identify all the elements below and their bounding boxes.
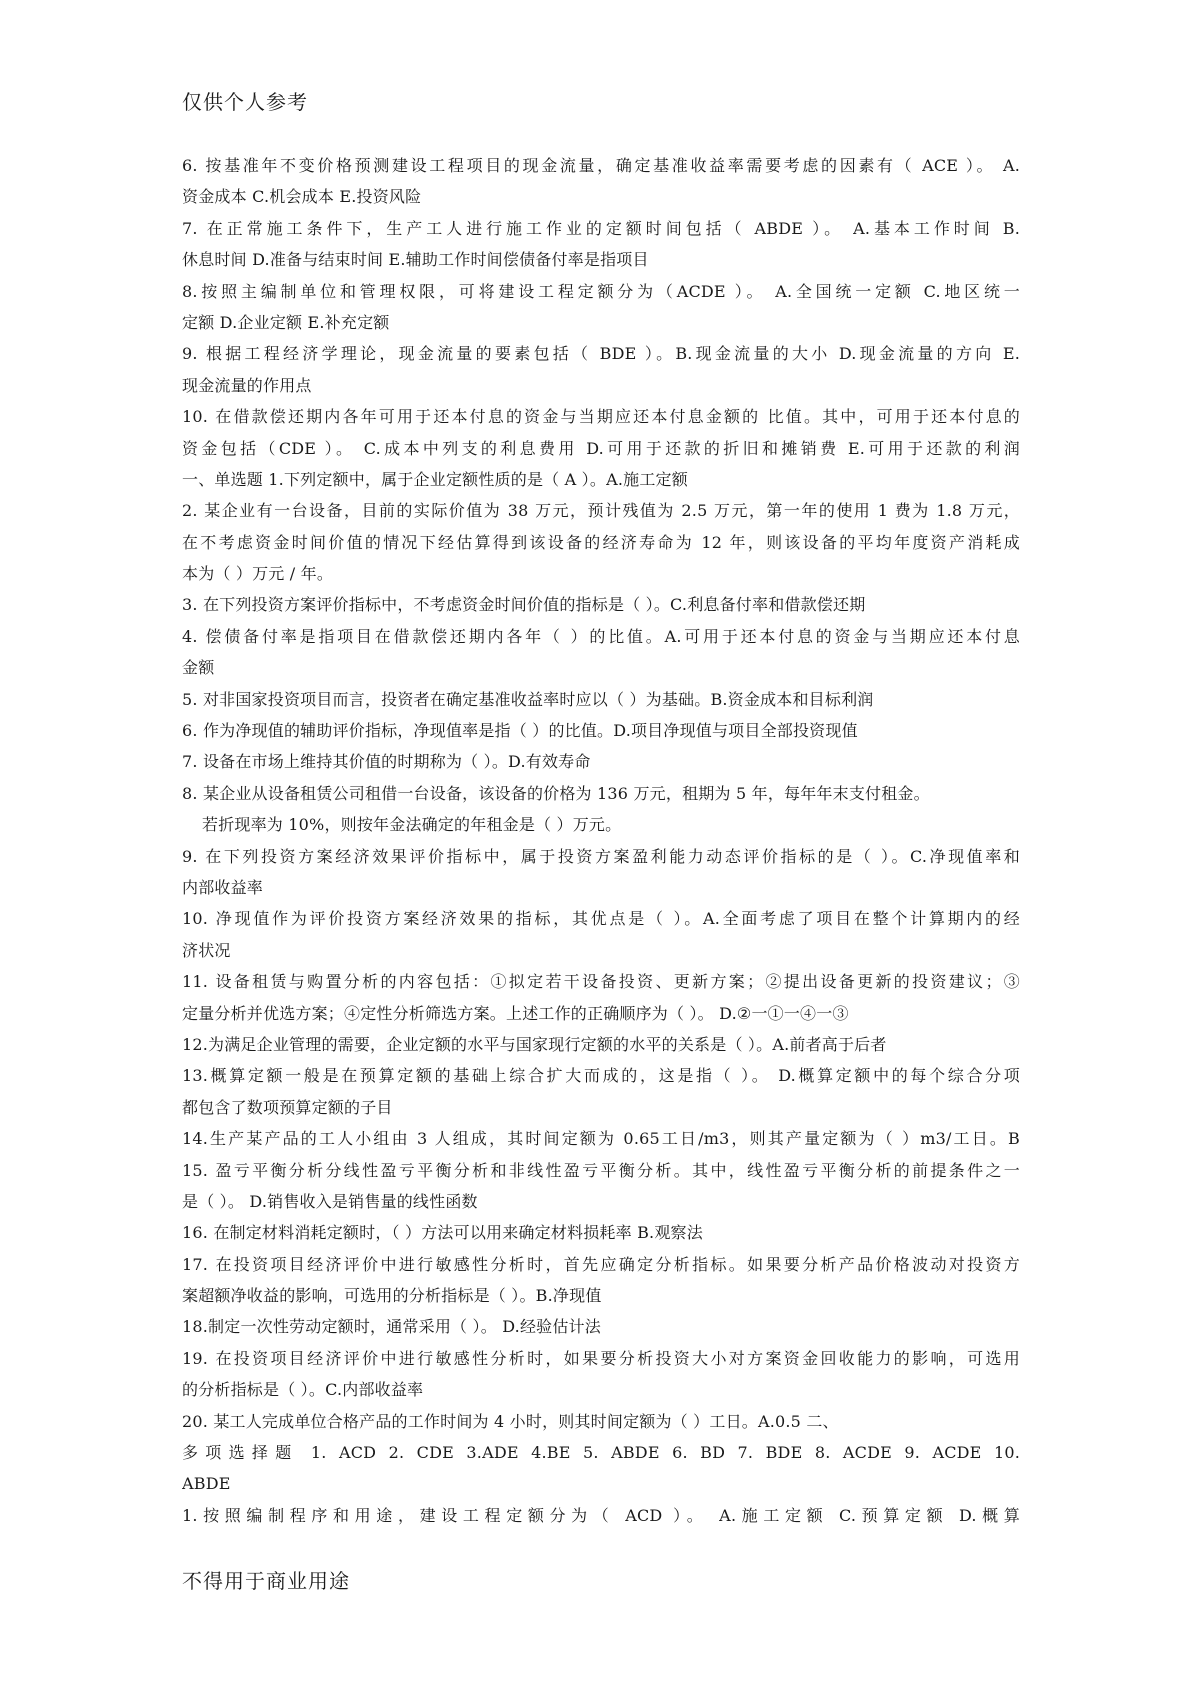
text-line: 内部收益率 xyxy=(182,877,264,897)
text-line: 3. 在下列投资方案评价指标中，不考虑资金时间价值的指标是（ ）。C.利息备付率和借款偿还期 xyxy=(182,595,866,615)
text-line: 6. 按基准年不变价格预测建设工程项目的现金流量，确定基准收益率需要考虑的因素有（ ACE ）。 A. xyxy=(182,156,1020,175)
text-line: 17. 在投资项目经济评价中进行敏感性分析时，首先应确定分析指标。如果要分析产品价格波动对投资方 xyxy=(182,1254,1020,1274)
text-line: 本为（ ）万元 / 年。 xyxy=(182,564,334,584)
text-line: 休息时间 D.准备与结束时间 E.辅助工作时间偿债备付率是指项目 xyxy=(182,250,649,270)
text-line: 5. 对非国家投资项目而言，投资者在确定基准收益率时应以（ ）为基础。B.资金成本和目标利润 xyxy=(182,689,874,709)
page-footer: 不得用于商业用途 xyxy=(182,1569,350,1593)
text-line: 19. 在投资项目经济评价中进行敏感性分析时，如果要分析投资大小对方案资金回收能力的影响，可选用 xyxy=(182,1348,1020,1368)
text-line: 济状况 xyxy=(182,940,231,960)
text-line: 资金成本 C.机会成本 E.投资风险 xyxy=(182,187,422,207)
text-line: 定额 D.企业定额 E.补充定额 xyxy=(182,312,390,332)
text-line: 9. 在下列投资方案经济效果评价指标中，属于投资方案盈利能力动态评价指标的是（ ）。C.净现值率和 xyxy=(182,846,1020,866)
text-line: 4. 偿债备付率是指项目在借款偿还期内各年（ ）的比值。A.可用于还本付息的资金与当期应还本付息 xyxy=(182,626,1020,646)
text-line: 若折现率为 10%，则按年金法确定的年租金是（ ）万元。 xyxy=(202,815,622,835)
text-line: 资金包括（CDE ）。 C.成本中列支的利息费用 D.可用于还款的折旧和摊销费 E.可用于还款的利润 xyxy=(182,438,1020,458)
text-line: 11. 设备租赁与购置分析的内容包括：①拟定若干设备投资、更新方案；②提出设备更新的投资建议；③ xyxy=(182,972,1020,992)
text-line: 7. 在正常施工条件下，生产工人进行施工作业的定额时间包括（ ABDE ）。 A.基本工作时间 B. xyxy=(182,218,1020,238)
text-line: 1.按照编制程序和用途，建设工程定额分为（ ACD ）。 A.施工定额 C.预算定额 D.概算 xyxy=(182,1505,1020,1525)
document-body xyxy=(182,150,1020,1531)
text-line: 10. 净现值作为评价投资方案经济效果的指标，其优点是（ ）。A.全面考虑了项目在整个计算期内的经 xyxy=(182,909,1020,929)
text-line: 都包含了数项预算定额的子目 xyxy=(182,1097,393,1117)
text-line: 6. 作为净现值的辅助评价指标，净现值率是指（ ）的比值。D.项目净现值与项目全部投资现值 xyxy=(182,721,858,741)
text-line: 7. 设备在市场上维持其价值的时期称为（ ）。D.有效寿命 xyxy=(182,752,591,772)
text-line: 16. 在制定材料消耗定额时，（ ）方法可以用来确定材料损耗率 B.观察法 xyxy=(182,1223,703,1243)
text-line: 一、单选题 1.下列定额中，属于企业定额性质的是（ A ）。A.施工定额 xyxy=(182,469,688,489)
text-line: 15. 盈亏平衡分析分线性盈亏平衡分析和非线性盈亏平衡分析。其中，线性盈亏平衡分析的前提条件之一 xyxy=(182,1160,1020,1180)
text-line: 8. 某企业从设备租赁公司租借一台设备，该设备的价格为 136 万元，租期为 5 年，每年年末支付租金。 xyxy=(182,783,930,803)
text-line: 10. 在借款偿还期内各年可用于还本付息的资金与当期应还本付息金额的 比值。其中，可用于还本付息的 xyxy=(182,407,1020,427)
text-line: 9. 根据工程经济学理论，现金流量的要素包括（ BDE ）。B.现金流量的大小 D.现金流量的方向 E. xyxy=(182,344,1020,364)
text-line: 14.生产某产品的工人小组由 3 人组成，其时间定额为 0.65工日/m3，则其产量定额为（ ）m3/工日。B xyxy=(182,1129,1020,1149)
text-line: 20. 某工人完成单位合格产品的工作时间为 4 小时，则其时间定额为（ ）工日。A.0.5 二、 xyxy=(182,1411,839,1431)
text-line: 2. 某企业有一台设备，目前的实际价值为 38 万元，预计残值为 2.5 万元，第一年的使用 1 费为 1.8 万元， xyxy=(182,501,1020,521)
text-line: 是（ ）。 D.销售收入是销售量的线性函数 xyxy=(182,1191,478,1211)
text-line: 多项选择题 1. ACD 2. CDE 3.ADE 4.BE 5. ABDE 6. BD 7. BDE 8. ACDE 9. ACDE 10. xyxy=(182,1443,1020,1463)
text-line: ABDE xyxy=(182,1474,231,1494)
text-line: 现金流量的作用点 xyxy=(182,375,312,395)
text-line: 13.概算定额一般是在预算定额的基础上综合扩大而成的，这是指（ ）。 D.概算定额中的每个综合分项 xyxy=(182,1066,1020,1086)
text-line: 12.为满足企业管理的需要，企业定额的水平与国家现行定额的水平的关系是（ ）。A.前者高于后者 xyxy=(182,1034,887,1054)
text-line: 18.制定一次性劳动定额时，通常采用（ ）。 D.经验估计法 xyxy=(182,1317,601,1337)
text-line: 金额 xyxy=(182,658,215,678)
text-line: 8.按照主编制单位和管理权限，可将建设工程定额分为（ACDE ）。 A.全国统一定额 C.地区统一 xyxy=(182,281,1020,301)
text-line: 的分析指标是（ ）。C.内部收益率 xyxy=(182,1380,424,1400)
text-line: 在不考虑资金时间价值的情况下经估算得到该设备的经济寿命为 12 年，则该设备的平均年度资产消耗成 xyxy=(182,532,1020,552)
text-line: 案超额净收益的影响，可选用的分析指标是（ ）。B.净现值 xyxy=(182,1286,602,1306)
page-header: 仅供个人参考 xyxy=(182,90,308,114)
text-line: 定量分析并优选方案；④定性分析筛选方案。上述工作的正确顺序为（ ）。 D.②一①一④一③ xyxy=(182,1003,849,1023)
